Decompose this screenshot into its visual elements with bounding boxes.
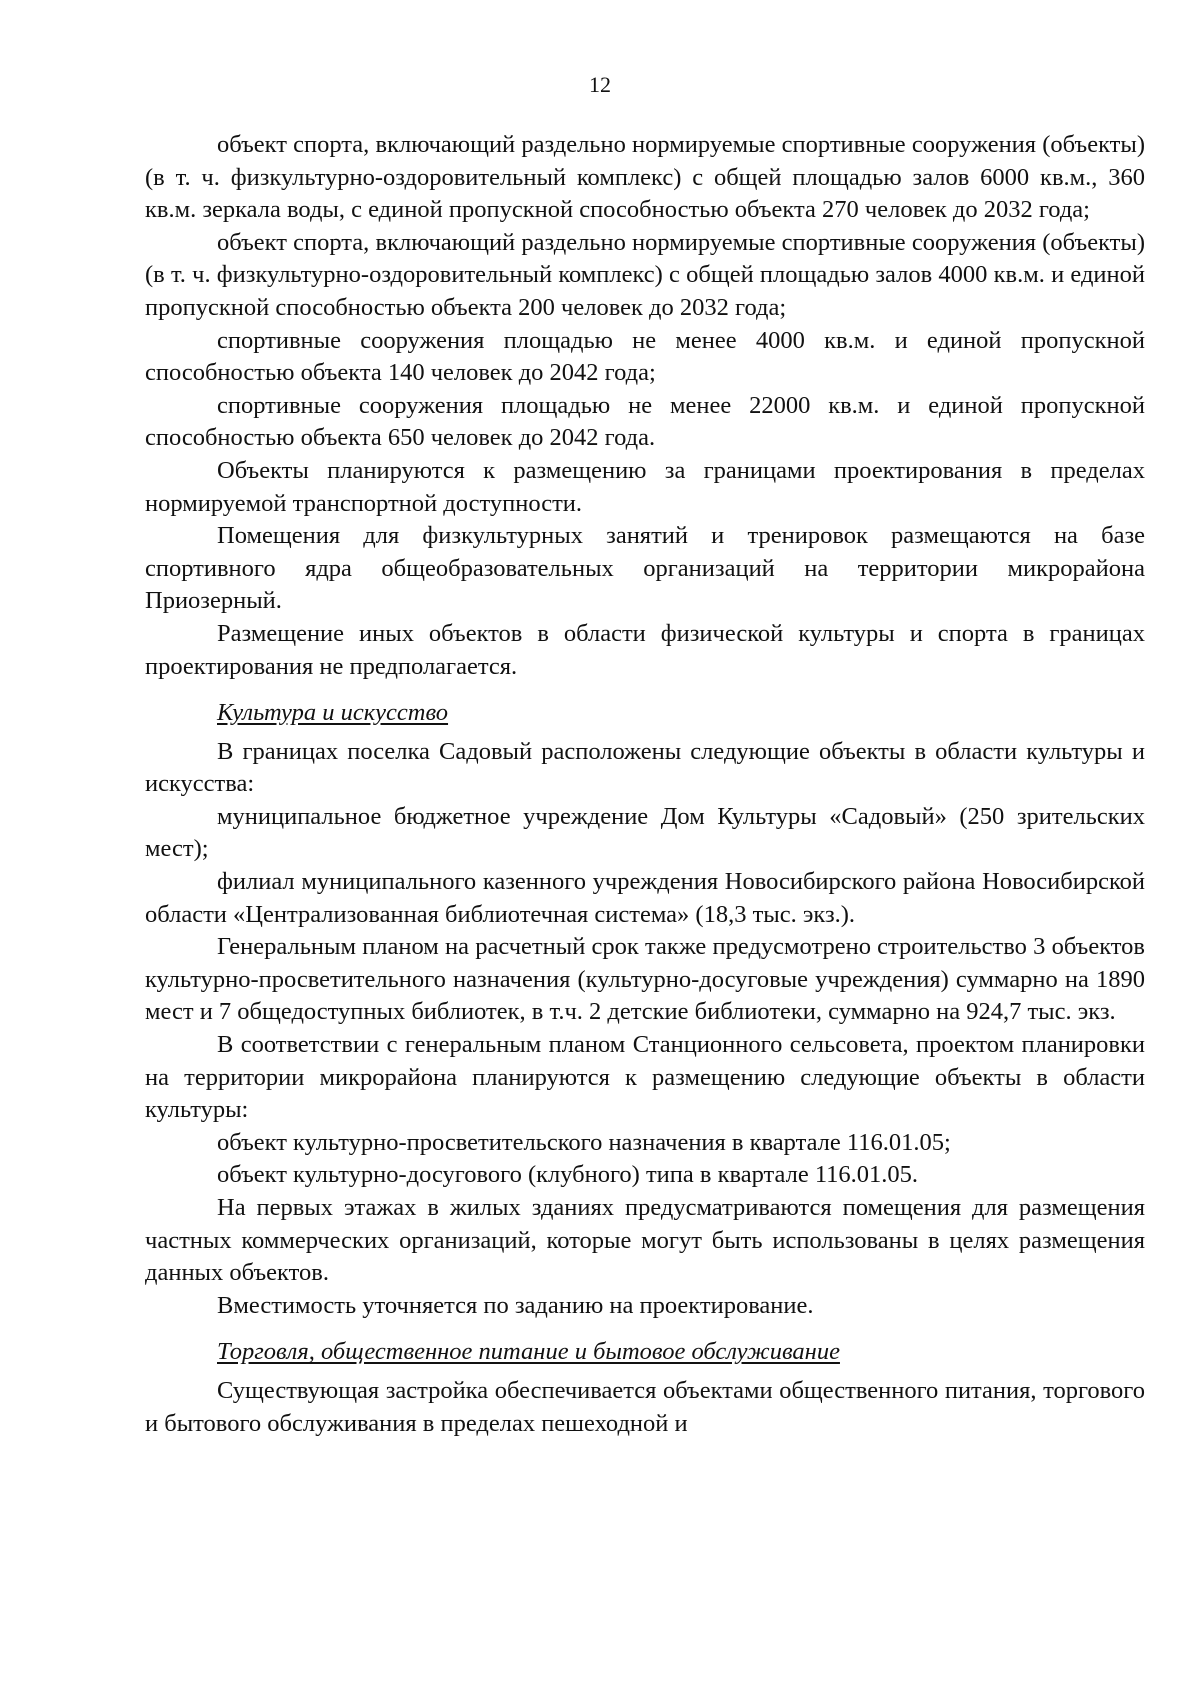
paragraph-trade-existing: Существующая застройка обеспечивается объектами общественного питания, торгового и бытового обслуживания в пределах пешеходной и bbox=[145, 1376, 1145, 1437]
paragraph-culture-object-1: объект культурно-просветительского назначения в квартале 116.01.05; bbox=[217, 1128, 951, 1156]
page-body bbox=[145, 129, 1145, 1440]
paragraph-culture-library-branch: филиал муниципального казенного учреждения Новосибирского района Новосибирской области «Централизованная библиотечная система» (18,3 тыс. экз.). bbox=[145, 868, 1145, 928]
paragraph-sport-object-1: объект спорта, включающий раздельно нормируемые спортивные сооружения (объекты) (в т. ч. физкультурно-оздоровительный комплекс) с общей площадью залов 6000 кв.м., 360 кв.м. зеркала воды, с единой пропускной способностью объекта 270 человек до 2032 года; bbox=[145, 131, 1145, 224]
paragraph-culture-intro: В границах поселка Садовый расположены следующие объекты в области культуры и искусства: bbox=[145, 737, 1145, 798]
section-heading-trade: Торговля, общественное питание и бытовое обслуживание bbox=[217, 1338, 840, 1366]
paragraph-sport-no-other: Размещение иных объектов в области физической культуры и спорта в границах проектирования не предполагается. bbox=[145, 619, 1145, 680]
paragraph-culture-ground-floors: На первых этажах в жилых зданиях предусматриваются помещения для размещения частных коммерческих организаций, которые могут быть использованы в целях размещения данных объектов. bbox=[145, 1194, 1145, 1287]
paragraph-sport-object-2: объект спорта, включающий раздельно нормируемые спортивные сооружения (объекты) (в т. ч. физкультурно-оздоровительный комплекс) с общей площадью залов 4000 кв.м. и единой пропускной способностью объекта 200 человек до 2032 года; bbox=[145, 228, 1145, 321]
paragraph-culture-capacity: Вместимость уточняется по заданию на проектирование. bbox=[217, 1291, 814, 1319]
paragraph-culture-house: муниципальное бюджетное учреждение Дом Культуры «Садовый» (250 зрительских мест); bbox=[145, 802, 1145, 863]
paragraph-sport-facilities-22000: спортивные сооружения площадью не менее 22000 кв.м. и единой пропускной способностью объекта 650 человек до 2042 года. bbox=[145, 391, 1145, 452]
paragraph-culture-planned: В соответствии с генеральным планом Станционного сельсовета, проектом планировки на территории микрорайона планируются к размещению следующие объекты в области культуры: bbox=[145, 1031, 1145, 1124]
page-number: 12 bbox=[589, 72, 611, 97]
paragraph-sport-premises: Помещения для физкультурных занятий и тренировок размещаются на базе спортивного ядра общеобразовательных организаций на территории микрорайона Приозерный. bbox=[145, 522, 1145, 615]
paragraph-sport-placement: Объекты планируются к размещению за границами проектирования в пределах нормируемой транспортной доступности. bbox=[145, 456, 1145, 517]
paragraph-culture-object-2: объект культурно-досугового (клубного) типа в квартале 116.01.05. bbox=[217, 1161, 919, 1189]
paragraph-sport-facilities-4000: спортивные сооружения площадью не менее 4000 кв.м. и единой пропускной способностью объекта 140 человек до 2042 года; bbox=[145, 326, 1145, 387]
paragraph-culture-general-plan: Генеральным планом на расчетный срок также предусмотрено строительство 3 объектов культурно-просветительного назначения (культурно-досуговые учреждения) суммарно на 1890 мест и 7 общедоступных библиотек, в т.ч. 2 детские библиотеки, суммарно на 924,7 тыс. экз. bbox=[145, 933, 1145, 1026]
section-heading-culture: Культура и искусство bbox=[217, 699, 449, 727]
